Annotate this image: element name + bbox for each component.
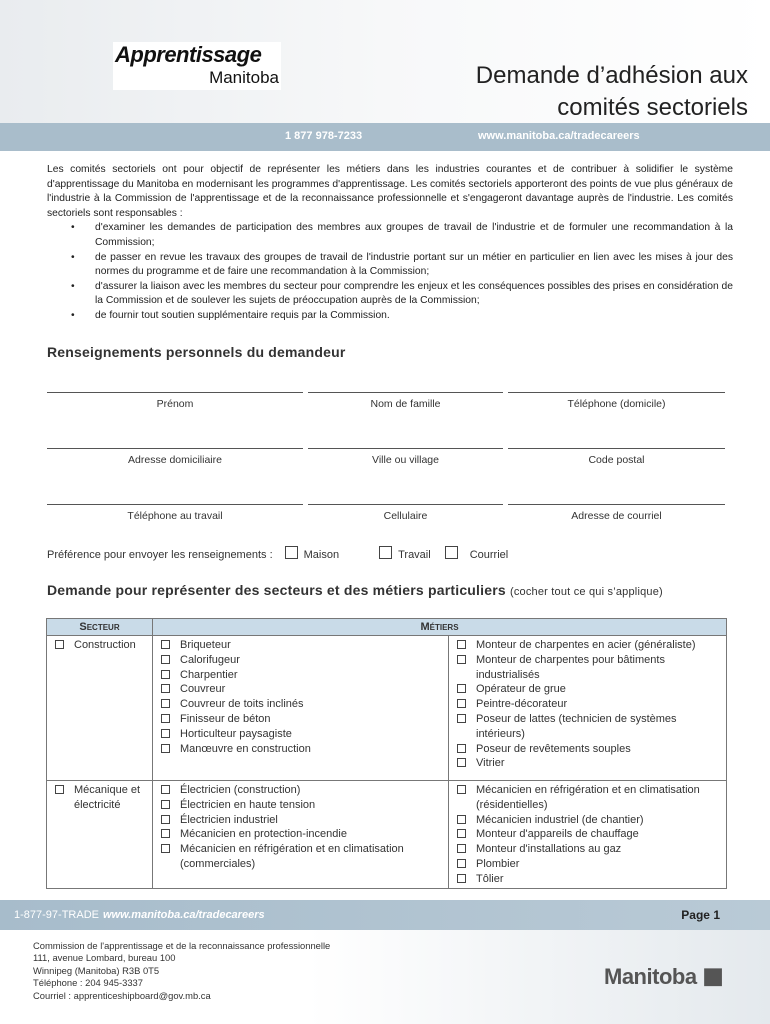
field-line[interactable] [508,392,725,393]
trades-heading-note: (cocher tout ce qui s’applique) [509,586,663,598]
option-label: Poseur de lattes (technicien de systèmes intérieurs) [476,712,677,740]
footer-bar [0,900,770,930]
trade-option [53,638,148,653]
intro-paragraph: Les comités sectoriels ont pour objectif de représenter les métiers dans les industries courantes et de contribuer à solidifier le système d'apprentissage du Manitoba en modernisant les programmes d'apprentissage. Les comités sectoriels apporteront des points de vue plus généraux de l'industrie à la Commission de l'apprentissage et de la reconnaissance professionnelle et s'engageront davantage auprès de l'industrie. Les comités sectoriels sont responsables : [47,164,733,219]
option-label: Courriel [469,548,509,561]
apprentissage-manitoba-logo [113,42,281,90]
trade-option [159,653,444,668]
responsibilities-list [47,221,733,323]
website-link[interactable]: www.manitoba.ca/tradecareers [478,130,640,142]
field-label: Cellulaire [383,510,428,522]
checkbox[interactable] [457,844,466,853]
option-label: Mécanicien en réfrigération et en climatisation (résidentielles) [476,784,700,811]
option-label: Maison [303,548,340,561]
trade-option [53,783,148,813]
field-line[interactable] [508,448,725,449]
checkbox[interactable] [457,744,466,753]
trade-option [159,668,444,683]
table-row [47,781,727,889]
checkbox[interactable] [161,699,170,708]
page-title [476,60,748,124]
option-label: Calorifugeur [180,653,240,666]
checkbox[interactable] [161,829,170,838]
option-label: Tôlier [476,872,504,885]
option-label: Manœuvre en construction [180,742,311,755]
checkbox[interactable] [457,874,466,883]
address-block [33,940,330,1002]
trade-option [455,638,722,653]
trade-option [455,842,722,857]
option-label: Travail [398,548,431,561]
option-label: Couvreur de toits inclinés [180,698,304,711]
field-label: Adresse domiciliaire [128,454,222,466]
field-line[interactable] [47,448,303,449]
address-line: Courriel : apprenticeshipboard@gov.mb.ca [33,989,211,1001]
field-label: Téléphone (domicile) [567,398,666,410]
trade-option [455,783,722,813]
option-label: Monteur de charpentes pour bâtiments industrialisés [476,653,665,681]
table-row [47,636,727,781]
personal-info-heading: Renseignements personnels du demandeur [47,344,346,360]
checkbox[interactable] [161,640,170,649]
col-trades: Métiers [153,619,727,636]
field-label: Code postal [588,454,645,466]
list-item: • d'examiner les demandes de participation des membres aux groupes de travail de l'industrie et de formuler une recommandation à la Commission; [47,221,733,250]
checkbox[interactable] [55,640,64,649]
phone: 1 877 978-7233 [285,130,363,142]
option-label: Finisseur de béton [180,712,271,725]
logo-line2: Manitoba [209,68,279,87]
option-label: Opérateur de grue [476,683,566,696]
preference-row [47,546,508,563]
option-label: Briqueteur [180,639,231,651]
checkbox[interactable] [161,785,170,794]
title-line2: comités sectoriels [557,94,748,121]
field-label: Prénom [156,398,194,410]
checkbox-courriel[interactable] [445,546,458,559]
trade-option [159,712,444,727]
address-line: Winnipeg (Manitoba) R3B 0T5 [33,964,160,976]
option-label: Électricien industriel [180,813,278,826]
contact-bar [0,123,770,151]
title-line1: Demande d’adhésion aux [475,62,748,89]
option-label: Mécanique et électricité [74,784,141,811]
field-label: Ville ou village [372,454,439,466]
checkbox[interactable] [161,729,170,738]
option-label: Monteur d'appareils de chauffage [476,828,639,841]
trade-option [159,783,444,798]
field-label: Adresse de courriel [571,510,662,522]
trade-option [455,756,722,771]
option-label: Monteur d'installations au gaz [476,843,622,856]
field-line[interactable] [308,448,503,449]
logo-line1: Apprentissage [115,42,262,67]
checkbox[interactable] [161,744,170,753]
checkbox[interactable] [457,655,466,664]
field-label: Nom de famille [370,398,441,410]
checkbox[interactable] [457,815,466,824]
preference-label: Préférence pour envoyer les renseignements : [47,548,273,561]
checkbox[interactable] [457,758,466,767]
field-line[interactable] [47,504,303,505]
checkbox[interactable] [457,714,466,723]
option-label: Charpentier [180,668,238,681]
address-line: 111, avenue Lombard, bureau 100 [33,952,176,964]
checkbox-maison[interactable] [285,546,298,559]
col-sector: Secteur [47,619,153,636]
trade-option [159,813,444,828]
field-line[interactable] [308,504,503,505]
checkbox[interactable] [161,655,170,664]
field-line[interactable] [508,504,725,505]
option-label: Couvreur [180,683,226,696]
trade-option [455,827,722,842]
option-label: Poseur de revêtements souples [476,742,631,755]
trade-option [159,697,444,712]
checkbox[interactable] [457,785,466,794]
trade-option [159,682,444,697]
field-line[interactable] [47,392,303,393]
option-label: Construction [74,639,136,651]
address-line: Téléphone : 204 945-3337 [33,977,143,989]
trade-option [159,827,444,842]
checkbox[interactable] [161,714,170,723]
option-label: Horticulteur paysagiste [180,727,292,740]
trade-option [159,727,444,742]
trade-option [159,798,444,813]
trades-table [46,618,727,889]
checkbox[interactable] [457,640,466,649]
field-label: Téléphone au travail [127,510,223,522]
option-label: Mécanicien industriel (de chantier) [476,813,644,826]
option-label: Mécanicien en réfrigération et en climatisation (commerciales) [180,843,404,870]
footer-phone: 1-877-97-TRADE [14,909,99,921]
checkbox[interactable] [161,844,170,853]
checkbox[interactable] [161,815,170,824]
checkbox[interactable] [55,785,64,794]
trade-option [159,742,444,757]
page-number: Page 1 [681,908,720,922]
logo-text: Manitoba [604,964,697,989]
checkbox[interactable] [161,800,170,809]
address-line: Commission de l'apprentissage et de la reconnaissance professionnelle [33,940,331,951]
field-line[interactable] [308,392,503,393]
checkbox[interactable] [457,684,466,693]
trade-option [159,842,444,872]
trade-option [455,697,722,712]
list-item: • de fournir tout soutien supplémentaire requis par la Commission. [47,309,733,324]
trade-option [455,742,722,757]
trade-option [455,813,722,828]
option-label: Électricien en haute tension [180,798,316,811]
trade-option [455,712,722,742]
trade-option [455,872,722,887]
option-label: Vitrier [476,757,505,770]
option-label: Monteur de charpentes en acier (généraliste) [476,639,696,651]
intro [47,163,733,324]
option-label: Mécanicien en protection-incendie [180,828,347,841]
list-item: • de passer en revue les travaux des groupes de travail de l'industrie portant sur un métier en particulier en lien avec les mises à jour des normes du programme et de faire une recommandation à la Commission; [47,251,733,280]
trade-option [455,682,722,697]
checkbox[interactable] [457,829,466,838]
manitoba-logo [604,960,723,991]
trades-heading-text: Demande pour représenter des secteurs et des métiers particuliers [47,582,506,598]
option-label: Plombier [476,857,520,870]
list-item: • d'assurer la liaison avec les membres du secteur pour comprendre les enjeux et les conséquences possibles des prises en considération de la Commission et de soulever les sujets de préoccupation auprès de la Commission; [47,280,733,309]
trades-heading [47,582,663,598]
checkbox[interactable] [457,699,466,708]
trade-option [455,857,722,872]
option-label: Peintre-décorateur [476,698,568,711]
trade-option [455,653,722,683]
checkbox[interactable] [457,859,466,868]
trade-option [159,638,444,653]
checkbox-travail[interactable] [379,546,392,559]
footer-link[interactable]: www.manitoba.ca/tradecareers [102,909,265,921]
checkbox[interactable] [161,670,170,679]
checkbox[interactable] [161,684,170,693]
bison-icon: ◼ [702,960,724,990]
option-label: Électricien (construction) [180,784,301,796]
